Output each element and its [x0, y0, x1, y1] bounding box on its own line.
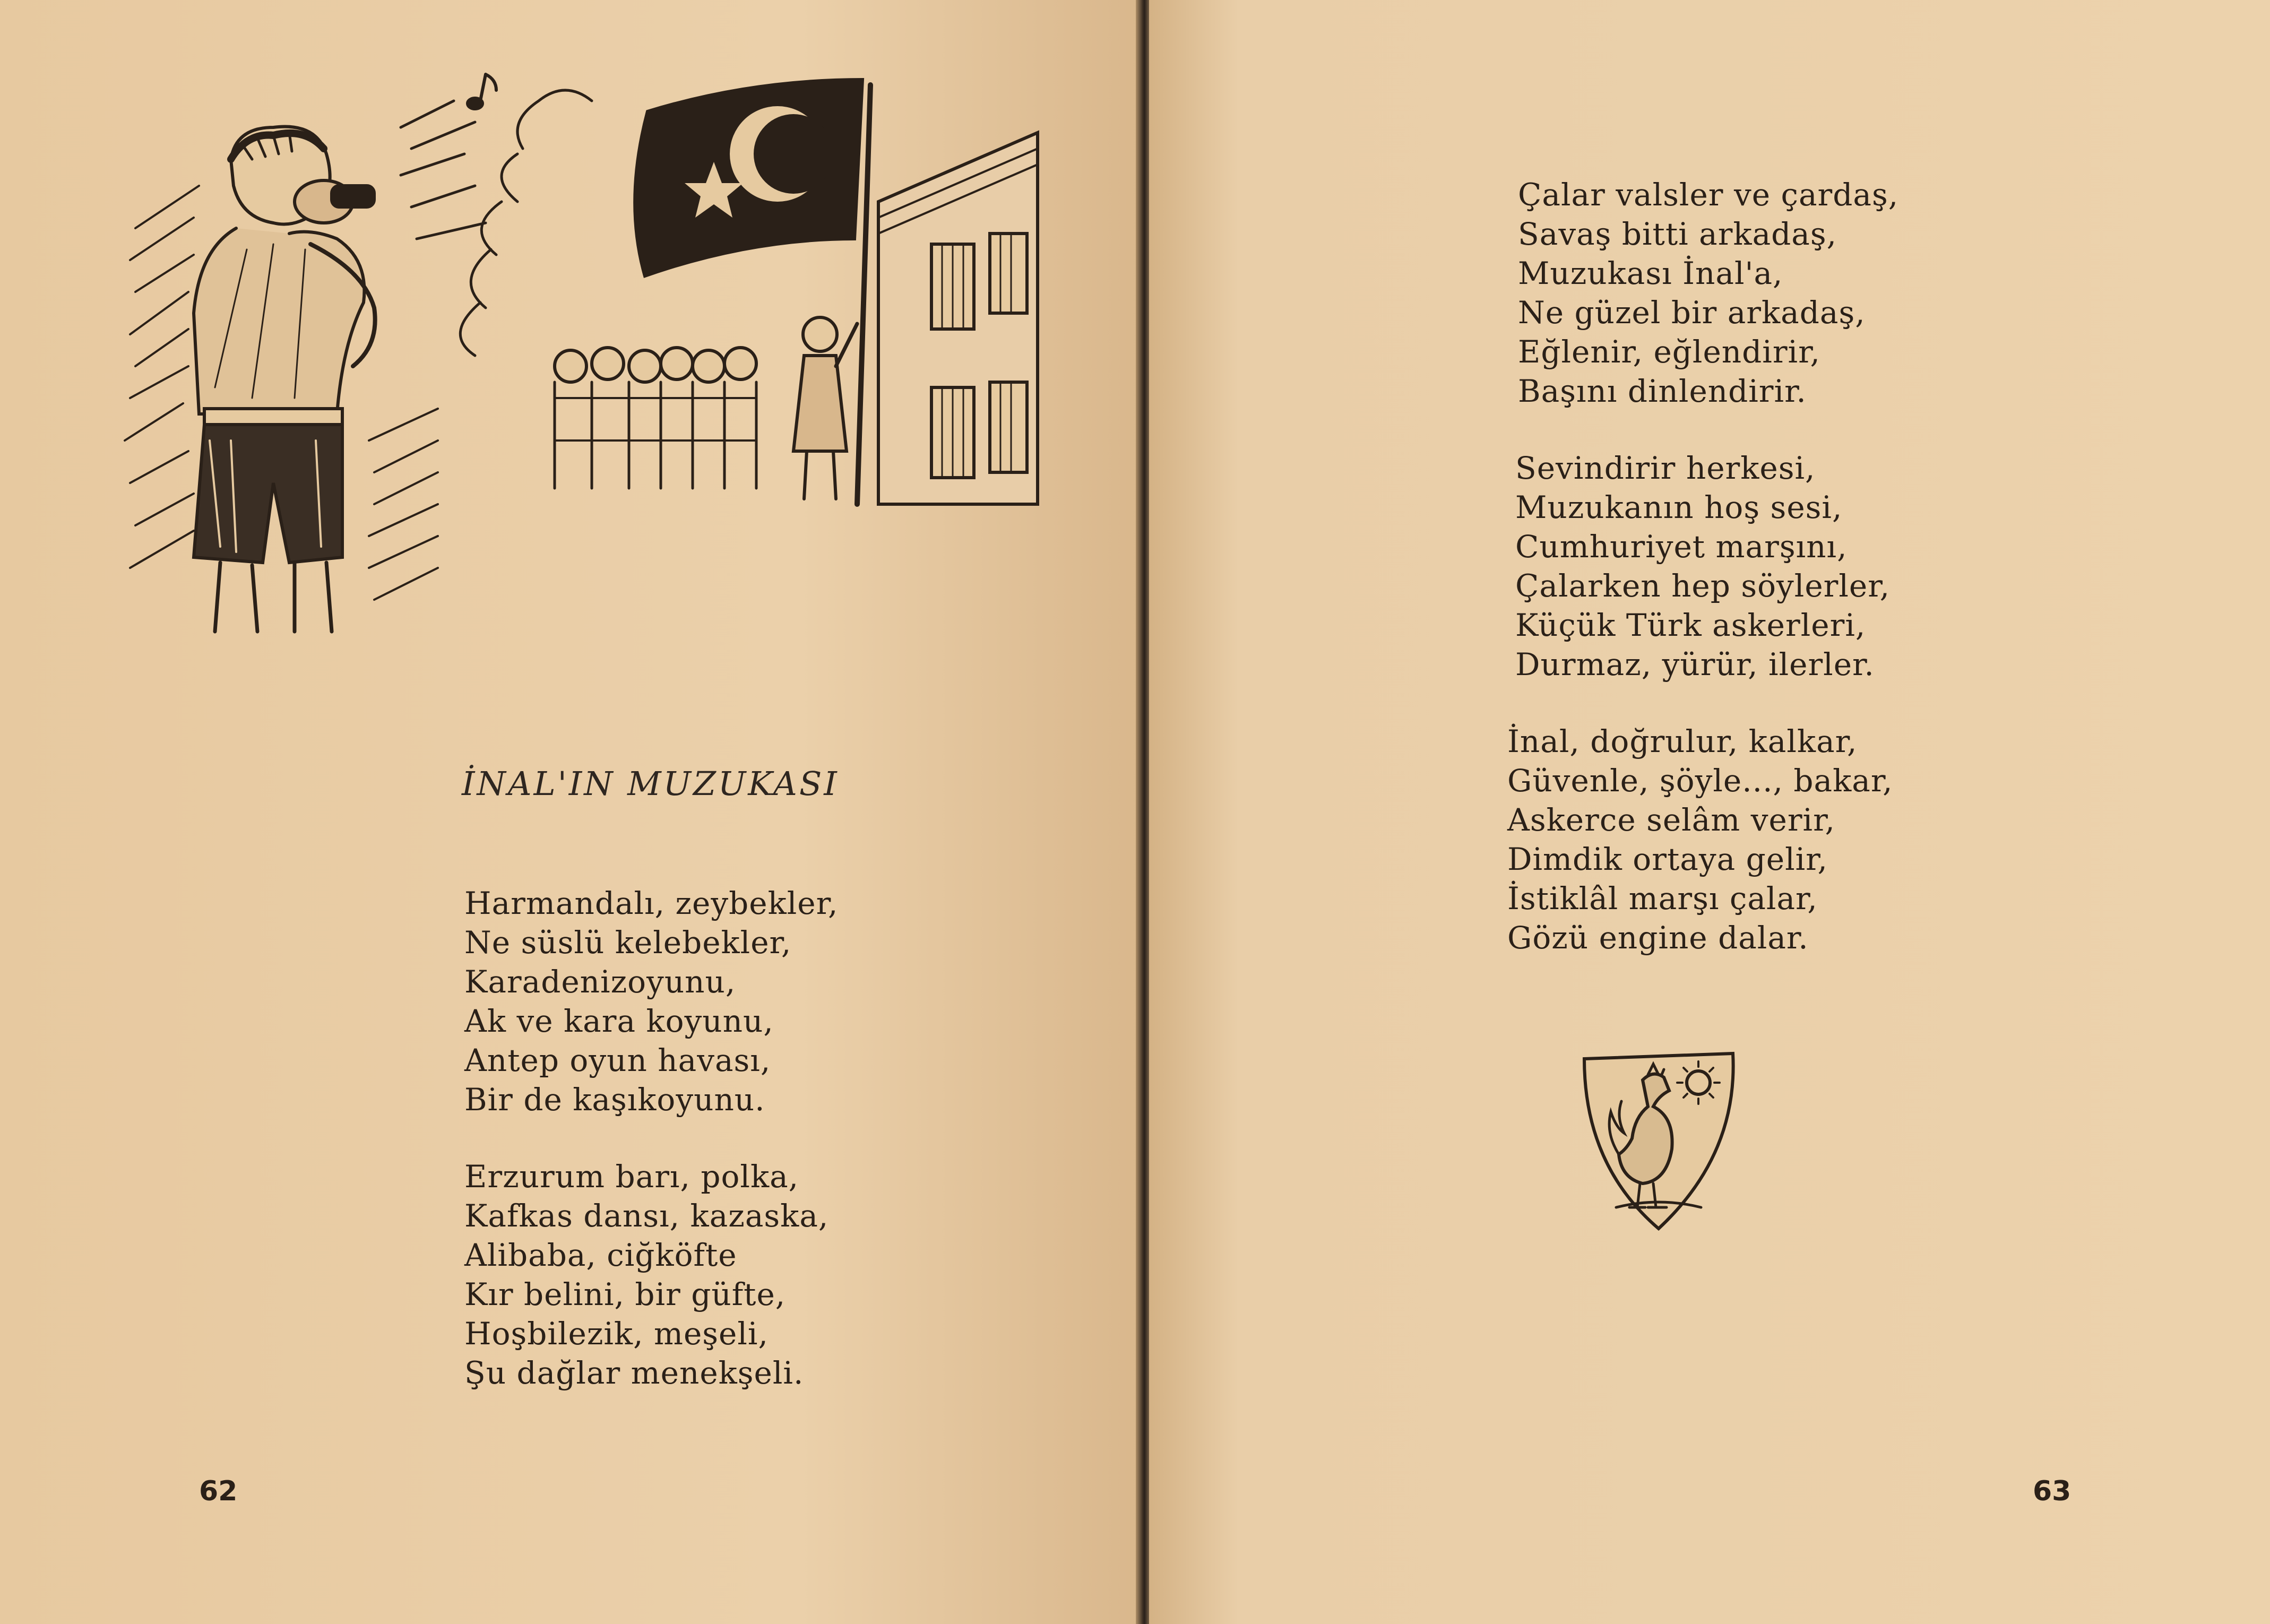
poem-line: Karadenizoyunu, — [464, 964, 736, 1000]
poem-line: Bir de kaşıkoyunu. — [464, 1082, 765, 1118]
page-number-left: 62 — [199, 1475, 238, 1507]
stanza-1 — [464, 884, 838, 1119]
poem-line: Kafkas dansı, kazaska, — [464, 1198, 829, 1234]
rooster-shield-emblem — [1579, 1048, 1738, 1234]
poem-line: Dimdik ortaya gelir, — [1507, 841, 1828, 877]
harmonica-boy-flag-illustration — [114, 69, 1043, 716]
stanza-5 — [1507, 722, 1893, 957]
poem-line: Savaş bitti arkadaş, — [1518, 216, 1837, 252]
poem-line: Askerce selâm verir, — [1507, 802, 1835, 838]
poem-line: Güvenle, şöyle..., bakar, — [1507, 763, 1893, 799]
poem-line: Harmandalı, zeybekler, — [464, 885, 839, 921]
poem-line: Kır belini, bir güfte, — [464, 1276, 786, 1312]
poem-line: Sevindirir herkesi, — [1515, 450, 1816, 486]
poem-line: Muzukası İnal'a, — [1518, 255, 1783, 291]
poem-line: Ne güzel bir arkadaş, — [1518, 295, 1866, 331]
poem-line: Cumhuriyet marşını, — [1515, 529, 1848, 565]
poem-title: İNAL'IN MUZUKASI — [462, 764, 839, 803]
poem-line: Alibaba, ciğköfte — [464, 1237, 737, 1273]
stanza-4 — [1515, 448, 1890, 684]
poem-line: Antep oyun havası, — [464, 1042, 771, 1078]
poem-line: Çalarken hep söylerler, — [1515, 568, 1891, 604]
poem-line: İnal, doğrulur, kalkar, — [1507, 723, 1858, 759]
poem-line: Çalar valsler ve çardaş, — [1518, 177, 1899, 213]
page-number-right: 63 — [2033, 1475, 2072, 1507]
stanza-2 — [464, 1157, 828, 1393]
poem-line: Ne süslü kelebekler, — [464, 925, 792, 961]
poem-line: Durmaz, yürür, ilerler. — [1515, 646, 1875, 683]
poem-line: Küçük Türk askerleri, — [1515, 607, 1866, 643]
poem-line: Başını dinlendirir. — [1518, 373, 1807, 409]
poem-line: Gözü engine dalar. — [1507, 920, 1809, 956]
poem-line: Erzurum barı, polka, — [464, 1159, 799, 1195]
poem-line: İstiklâl marşı çalar, — [1507, 880, 1818, 917]
stanza-3 — [1518, 175, 1898, 411]
poem-line: Hoşbilezik, meşeli, — [464, 1316, 769, 1352]
poem-line: Şu dağlar menekşeli. — [464, 1355, 804, 1391]
poem-line: Eğlenir, eğlendirir, — [1518, 334, 1820, 370]
poem-line: Ak ve kara koyunu, — [464, 1003, 774, 1039]
poem-line: Muzukanın hoş sesi, — [1515, 489, 1843, 525]
